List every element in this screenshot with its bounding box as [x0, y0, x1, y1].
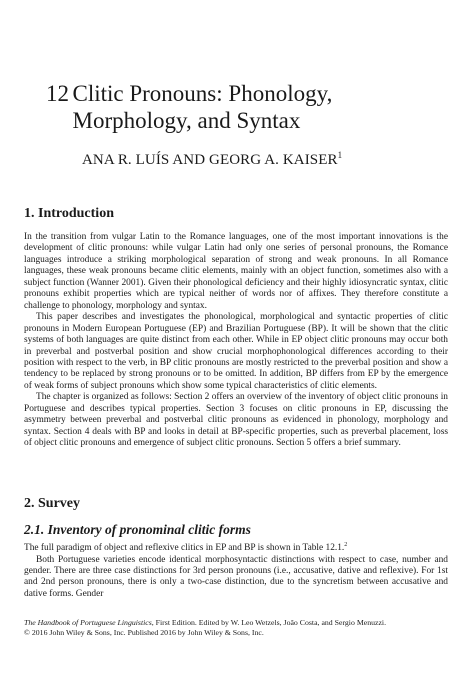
- subsection-heading-inventory: 2.1. Inventory of pronominal clitic forms: [24, 522, 251, 537]
- author-line: [82, 150, 342, 169]
- survey-body: [24, 540, 448, 600]
- copyright-line: © 2016 John Wiley & Sons, Inc. Published 2016 by John Wiley & Sons, Inc.: [24, 628, 264, 637]
- paragraph: [24, 540, 448, 555]
- page-footer: [24, 618, 448, 638]
- paragraph: In the transition from vulgar Latin to the Romance languages, one of the most important innovations is the development of clitic pronouns: while vulgar Latin had only one series of personal pronouns, the Romance languages introduce a striking morphological separation of strong and weak pronouns. In all Romance languages, these weak pronouns became clitic elements, mainly with an object function, sometimes also with a subject function (Wanner 2001). Given their phonological deficiency and their highly idiosyncratic syntax, clitic pronouns exhibit properties which are typical neither of words nor of affixes. They therefore constitute a challenge to phonology, morphology and syntax.: [24, 232, 448, 311]
- chapter-number: 12: [46, 81, 69, 106]
- section-heading-introduction: 1. Introduction: [24, 206, 114, 221]
- chapter-header: [46, 80, 446, 134]
- paragraph: This paper describes and investigates the phonological, morphological and syntactic properties of clitic pronouns in Modern European Portuguese (EP) and Brazilian Portuguese (BP). It will be shown that the clitic systems of both languages are quite distinct from each other. While in EP object clitic pronouns may occur both in preverbal and postverbal position and show crucial morphophonological differences according to their position with respect to the verb, in BP clitic pronouns are mostly restricted to the preverbal position and show a tendency to be replaced by strong pronouns or to be omitted. In addition, BP differs from EP by the emergence of weak forms of subject pronouns which show some typical characteristics of clitic elements.: [24, 312, 448, 391]
- book-title: The Handbook of Portuguese Linguistics: [24, 618, 152, 627]
- paragraph: The chapter is organized as follows: Section 2 offers an overview of the inventory of object clitic pronouns in Portuguese and describes typical properties. Section 3 focuses on clitic pronouns in EP, discussing the asymmetry between preverbal and postverbal clitic pronouns as evidenced in phonology, morphology and syntax. Section 4 deals with BP and looks in detail at BP-specific properties, such as preverbal placement, loss of object clitic pronouns and emergence of subject clitic pronouns. Section 5 offers a brief summary.: [24, 392, 448, 449]
- section-heading-survey: 2. Survey: [24, 496, 80, 511]
- author-footnote-mark: 1: [337, 150, 343, 160]
- publication-line: [24, 618, 448, 628]
- chapter-title: Clitic Pronouns: Phonology, Morphology, and Syntax: [72, 81, 333, 133]
- paragraph-text: The full paradigm of object and reflexive clitics in EP and BP is shown in Table 12.1.: [24, 543, 345, 554]
- introduction-body: [24, 232, 448, 450]
- edition-text: , First Edition. Edited by W. Leo Wetzels, João Costa, and Sergio Menuzzi.: [151, 618, 387, 627]
- footnote-reference: 2: [344, 542, 348, 548]
- author-names: ANA R. LUÍS AND GEORG A. KAISER: [82, 152, 338, 168]
- paragraph: Both Portuguese varieties encode identical morphosyntactic distinctions with respect to case, number and gender. There are three case distinctions for 3rd person pronouns (i.e., accusative, dative and reflexive). For 1st and 2nd person pronouns, there is only a two-case distinction, due to the syncretism between accusative and dative forms. Gender: [24, 554, 448, 599]
